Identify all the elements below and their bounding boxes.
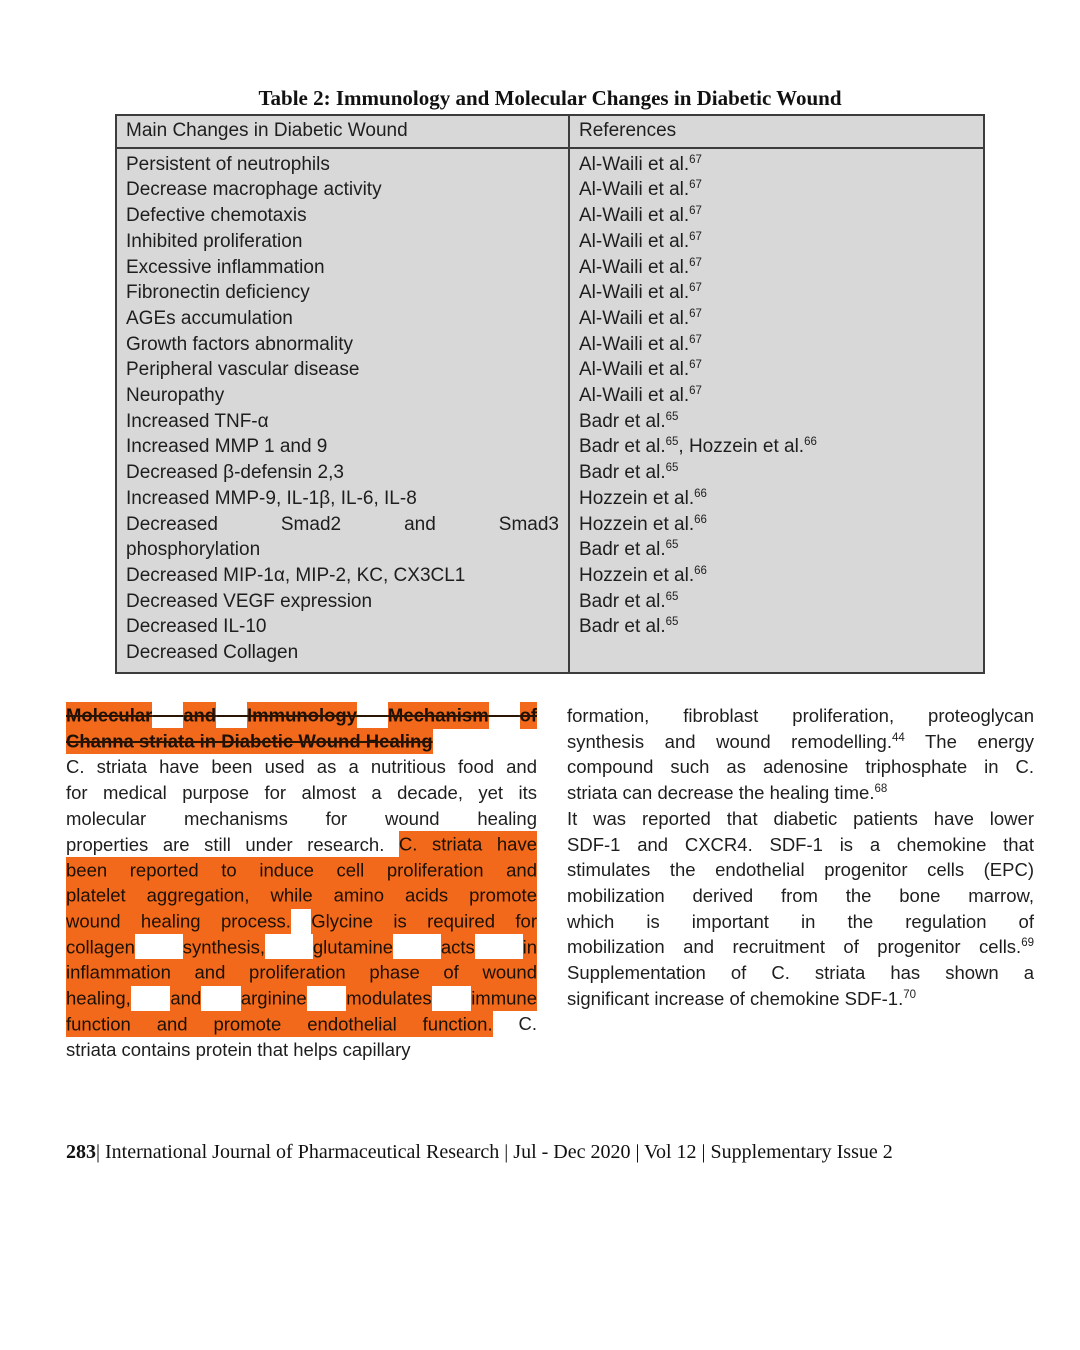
text-line: [567, 909, 1034, 935]
text-segment: Neuropathy: [126, 385, 225, 407]
highlighted-text: Mechanism: [388, 702, 489, 728]
text-segment: Al-Waili et al.: [579, 333, 690, 355]
text-segment: [357, 705, 388, 726]
text-segment: Decreased IL-10: [126, 616, 267, 638]
highlighted-text: wound healing process.: [66, 908, 291, 934]
text-segment: [201, 988, 241, 1009]
text-segment: Defective chemotaxis: [126, 205, 307, 227]
text-segment: It was reported that diabetic patients have lower: [567, 807, 1034, 829]
text-segment: [152, 705, 183, 726]
reference-superscript: 67: [689, 282, 702, 295]
text-segment: Peripheral vascular disease: [126, 359, 360, 381]
text-segment: Al-Waili et al.: [579, 385, 690, 407]
text-segment: Hozzein et al.: [579, 513, 695, 535]
text-segment: Decreased VEGF expression: [126, 590, 373, 612]
highlighted-text: of: [520, 702, 537, 728]
text-line: [579, 512, 974, 538]
text-line: [66, 832, 537, 858]
text-line: [66, 986, 537, 1012]
text-line: [66, 780, 537, 806]
text-segment: Al-Waili et al.: [579, 282, 690, 304]
text-line: [126, 486, 559, 512]
reference-superscript: 65: [665, 410, 679, 423]
text-segment: Increased MMP 1 and 9: [126, 436, 328, 458]
text-segment: Al-Waili et al.: [579, 230, 690, 252]
text-line: [126, 460, 559, 486]
page-number: 283: [66, 1141, 96, 1163]
text-line: [567, 857, 1034, 883]
text-segment: Badr et al.: [579, 436, 666, 458]
text-line: [579, 589, 974, 615]
reference-superscript: 67: [689, 307, 702, 320]
reference-superscript: 67: [689, 153, 702, 166]
text-segment: mobilization and recruitment of progenitor cells.: [567, 936, 1022, 958]
text-segment: [135, 936, 183, 957]
text-segment: Badr et al.: [579, 539, 666, 561]
reference-superscript: 65: [665, 462, 679, 475]
text-segment: Decreased Collagen: [126, 642, 299, 664]
text-line: [567, 780, 1034, 806]
text-segment: [432, 988, 472, 1009]
table-header-references: References: [579, 120, 677, 141]
highlighted-text: been reported to induce cell proliferation and: [66, 857, 537, 883]
text-segment: formation, fibroblast proliferation, proteoglycan: [567, 705, 1034, 726]
text-segment: Al-Waili et al.: [579, 153, 690, 175]
text-segment: C. striata have been used as a nutritious food and: [66, 756, 537, 778]
text-segment: [216, 705, 247, 726]
text-line: [126, 332, 559, 358]
table-caption: Table 2: Immunology and Molecular Changes in Diabetic Wound: [258, 86, 842, 110]
reference-superscript: 66: [694, 513, 707, 526]
journal-citation: | International Journal of Pharmaceutical Research | Jul - Dec 2020 | Vol 12 | Supplementary Issue 2: [96, 1141, 893, 1163]
text-line: [579, 203, 974, 229]
section-heading-line: [66, 729, 537, 755]
text-line: [579, 332, 974, 358]
text-line: [579, 280, 974, 306]
highlighted-text: Channa striata in Diabetic Wound Healing: [66, 728, 433, 754]
highlighted-text: C. striata have: [399, 831, 537, 857]
text-segment: Badr et al.: [579, 616, 666, 638]
text-line: [66, 1037, 537, 1063]
reference-superscript: 65: [665, 590, 679, 603]
table-header-row: [117, 116, 983, 149]
text-segment: Supplementation of C. striata has shown a: [567, 962, 1034, 984]
text-line: [567, 934, 1034, 960]
text-segment: significant increase of chemokine SDF-1.: [567, 987, 904, 1009]
article-left-column: [66, 703, 537, 1063]
table-body-row: [117, 149, 983, 672]
text-line: [126, 152, 559, 178]
text-segment: SDF-1 and CXCR4. SDF-1 is a chemokine that: [567, 833, 1034, 855]
reference-superscript: 67: [689, 359, 702, 372]
reference-superscript: 65: [665, 539, 679, 552]
text-line: [579, 409, 974, 435]
reference-superscript: 68: [874, 783, 888, 796]
text-segment: properties are still under research.: [66, 833, 399, 855]
text-segment: Decreased β-defensin 2,3: [126, 462, 344, 484]
reference-superscript: 44: [891, 731, 905, 744]
immunology-table: [115, 114, 985, 674]
reference-superscript: 70: [903, 988, 917, 1001]
text-line: [579, 152, 974, 178]
text-segment: The energy: [904, 730, 1034, 752]
text-segment: [489, 705, 520, 726]
text-segment: Badr et al.: [579, 410, 666, 432]
text-segment: compound such as adenosine triphosphate in C.: [567, 756, 1034, 778]
text-segment: Al-Waili et al.: [579, 307, 690, 329]
reference-superscript: 67: [689, 385, 702, 398]
text-line: [579, 614, 974, 640]
text-segment: Growth factors abnormality: [126, 333, 354, 355]
text-line: [66, 960, 537, 986]
text-segment: Fibronectin deficiency: [126, 282, 310, 304]
highlighted-text: inflammation and proliferation phase of wound: [66, 959, 537, 985]
text-segment: Persistent of neutrophils: [126, 153, 330, 175]
text-segment: [393, 936, 441, 957]
text-line: [66, 1011, 537, 1037]
text-segment: Decreased Smad2 and Smad3: [126, 513, 559, 535]
text-line: [567, 960, 1034, 986]
highlighted-text: Molecular: [66, 702, 152, 728]
highlighted-text: acts: [441, 934, 475, 960]
reference-superscript: 67: [689, 230, 702, 243]
text-line: [126, 280, 559, 306]
highlighted-text: collagen: [66, 934, 135, 960]
text-segment: mobilization derived from the bone marrow,: [567, 884, 1034, 906]
reference-superscript: 65: [665, 616, 679, 629]
highlighted-text: healing,: [66, 985, 131, 1011]
text-line: [579, 357, 974, 383]
text-line: [66, 883, 537, 909]
text-segment: Al-Waili et al.: [579, 179, 690, 201]
highlighted-text: platelet aggregation, while amino acids promote: [66, 882, 537, 908]
reference-superscript: 69: [1021, 937, 1034, 950]
text-line: [579, 537, 974, 563]
reference-superscript: 67: [689, 205, 702, 218]
text-line: [126, 409, 559, 435]
text-line: [66, 909, 537, 935]
text-segment: Hozzein et al.: [579, 564, 695, 586]
text-line: [567, 986, 1034, 1012]
text-segment: striata can decrease the healing time.: [567, 782, 875, 804]
text-line: [126, 357, 559, 383]
text-line: [126, 434, 559, 460]
highlighted-text: and: [183, 702, 216, 728]
text-line: [126, 537, 559, 563]
article-right-column: [567, 703, 1034, 1063]
highlighted-text: glutamine: [313, 934, 393, 960]
text-line: [126, 255, 559, 281]
highlighted-text: modulates: [346, 985, 431, 1011]
text-line: [579, 229, 974, 255]
text-line: [567, 883, 1034, 909]
text-segment: Increased TNF-α: [126, 410, 269, 432]
text-line: [567, 703, 1034, 729]
reference-superscript: 67: [689, 333, 702, 346]
reference-superscript: 66: [694, 564, 707, 577]
reference-superscript: 66: [694, 487, 707, 500]
text-segment: which is important in the regulation of: [567, 910, 1034, 932]
text-line: [126, 563, 559, 589]
text-line: [579, 255, 974, 281]
text-segment: Hozzein et al.: [579, 487, 695, 509]
article-two-column-text: [66, 703, 1034, 1063]
text-line: [567, 729, 1034, 755]
reference-superscript: 65: [665, 436, 679, 449]
text-line: [126, 203, 559, 229]
highlighted-text: Immunology: [247, 702, 357, 728]
highlighted-text: arginine: [241, 985, 307, 1011]
text-segment: Decrease macrophage activity: [126, 179, 382, 201]
text-line: [126, 614, 559, 640]
highlighted-text: Glycine is required for: [311, 908, 537, 934]
reference-superscript: 67: [689, 256, 702, 269]
table-header-main-changes: Main Changes in Diabetic Wound: [117, 116, 570, 147]
highlighted-text: immune: [471, 985, 537, 1011]
text-segment: [475, 936, 523, 957]
text-segment: Decreased MIP-1α, MIP-2, KC, CX3CL1: [126, 564, 466, 586]
text-segment: [307, 988, 347, 1009]
text-segment: Badr et al.: [579, 462, 666, 484]
text-segment: synthesis and wound remodelling.: [567, 730, 892, 752]
text-line: [126, 640, 559, 666]
text-segment: [265, 936, 313, 957]
text-line: [66, 934, 537, 960]
text-segment: , Hozzein et al.: [678, 436, 805, 458]
table-cell-references: [570, 149, 983, 672]
highlighted-text: function and promote endothelial function.: [66, 1011, 493, 1037]
text-line: [126, 512, 559, 538]
text-segment: [291, 911, 311, 932]
text-line: [579, 563, 974, 589]
text-segment: stimulates the endothelial progenitor cells (EPC): [567, 859, 1034, 881]
text-line: [579, 306, 974, 332]
text-line: [567, 832, 1034, 858]
journal-footer: [66, 1141, 1016, 1164]
text-segment: AGEs accumulation: [126, 307, 293, 329]
text-line: [126, 383, 559, 409]
text-segment: [131, 988, 171, 1009]
text-segment: Increased MMP-9, IL-1β, IL-6, IL-8: [126, 487, 417, 509]
text-segment: molecular mechanisms for wound healing: [66, 807, 537, 829]
text-segment: Excessive inflammation: [126, 256, 325, 278]
text-segment: phosphorylation: [126, 539, 261, 561]
text-line: [579, 460, 974, 486]
text-line: [567, 754, 1034, 780]
text-line: [66, 754, 537, 780]
text-segment: Al-Waili et al.: [579, 359, 690, 381]
highlighted-text: synthesis,: [183, 934, 265, 960]
text-line: [126, 589, 559, 615]
reference-superscript: 67: [689, 179, 702, 192]
text-line: [579, 434, 974, 460]
text-line: [126, 229, 559, 255]
highlighted-text: and: [170, 985, 201, 1011]
text-line: [66, 806, 537, 832]
text-line: [66, 857, 537, 883]
text-line: [579, 486, 974, 512]
text-line: [579, 177, 974, 203]
text-segment: Badr et al.: [579, 590, 666, 612]
text-segment: C.: [492, 1013, 538, 1035]
text-segment: Inhibited proliferation: [126, 230, 303, 252]
text-segment: for medical purpose for almost a decade, yet its: [66, 782, 537, 804]
text-line: [126, 177, 559, 203]
text-line: [126, 306, 559, 332]
highlighted-text: in: [523, 934, 537, 960]
text-line: [579, 383, 974, 409]
table-cell-main-changes: [117, 149, 570, 672]
section-heading-line: [66, 703, 537, 729]
text-segment: striata contains protein that helps capillary: [66, 1039, 411, 1061]
text-segment: Al-Waili et al.: [579, 205, 690, 227]
text-line: [567, 806, 1034, 832]
reference-superscript: 66: [804, 436, 817, 449]
text-segment: Al-Waili et al.: [579, 256, 690, 278]
